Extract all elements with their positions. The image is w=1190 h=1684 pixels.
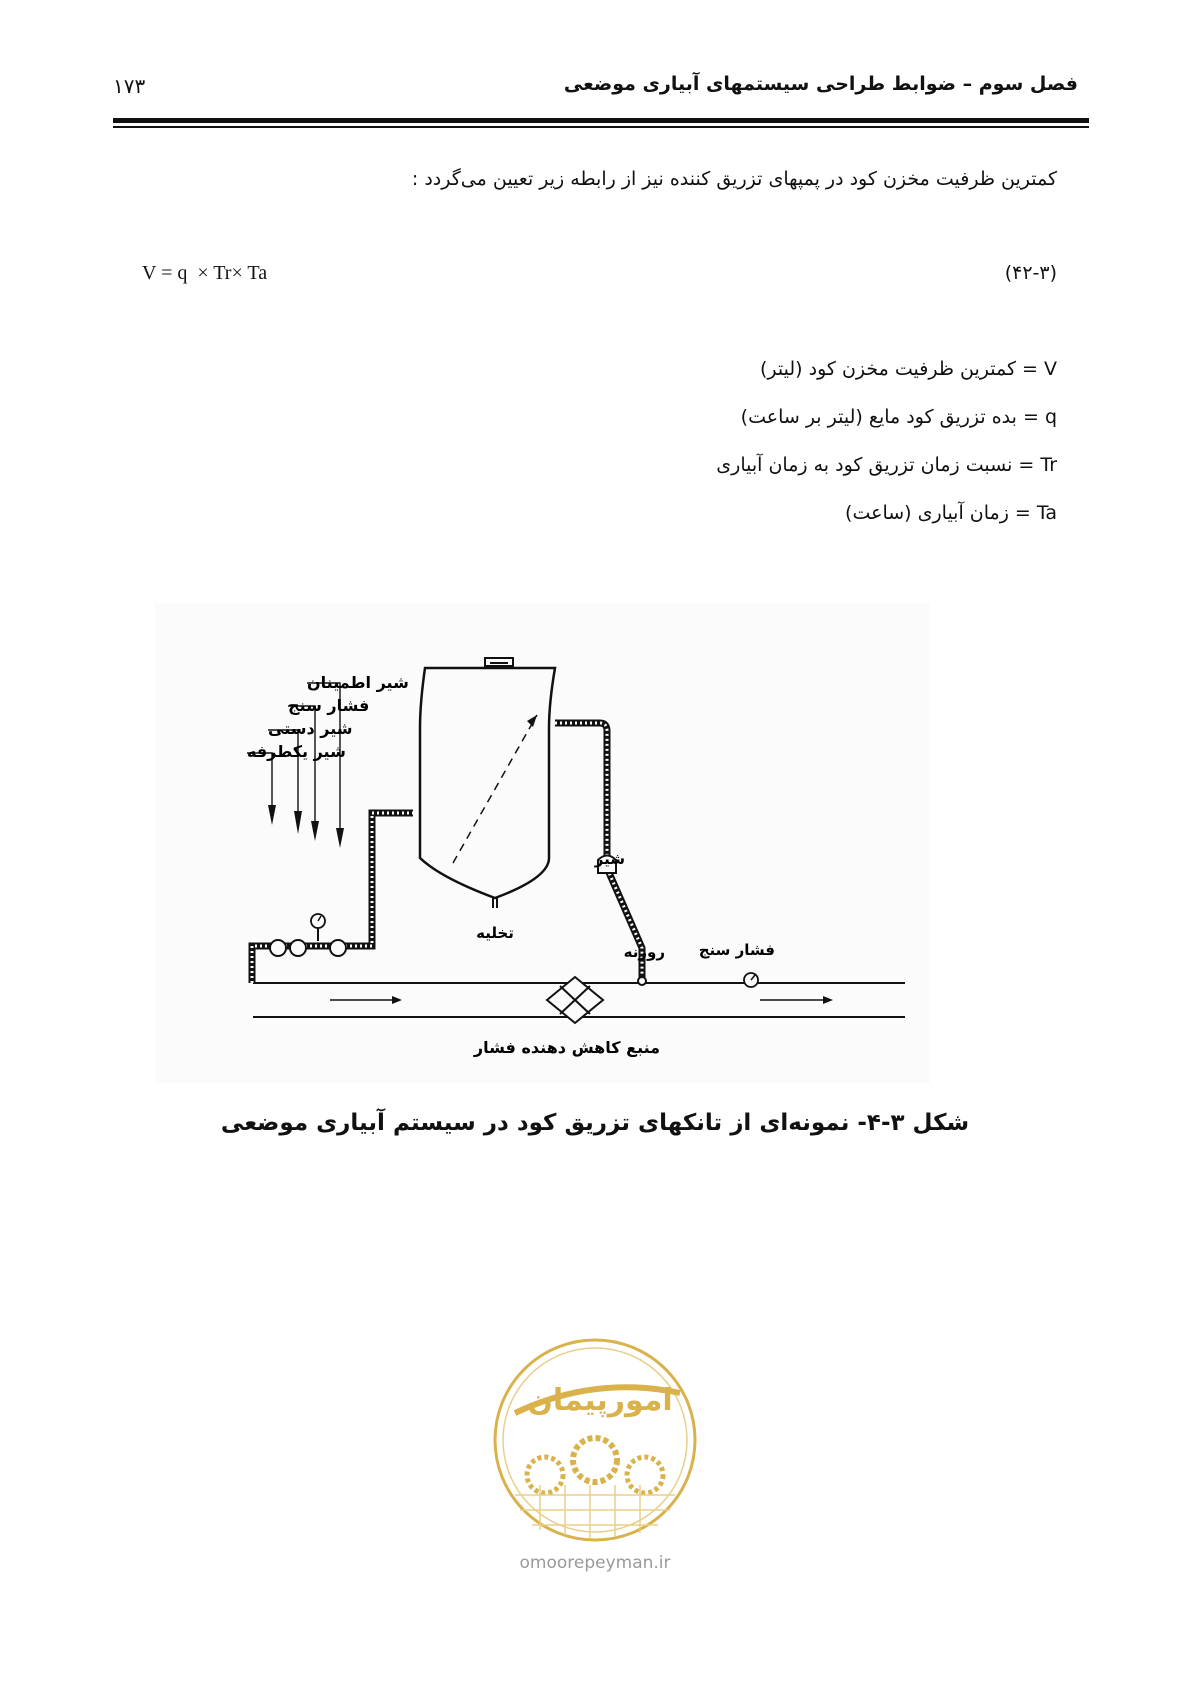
- website-watermark: omoorepeyman.ir: [519, 1553, 671, 1573]
- safety-valve-label: شیر اطمینان: [307, 673, 409, 692]
- equation-number: (۴۲-۳): [1004, 262, 1057, 284]
- equation: V = q × Tr× Ta: [142, 262, 268, 284]
- manual-valve-label: شیر دستی: [268, 719, 353, 738]
- check-valve-label: شیر یکطرفه: [247, 742, 346, 761]
- orifice-label: روزنه: [623, 943, 665, 961]
- valve-label: شیر: [594, 850, 625, 868]
- page-number: ۱۷۳: [113, 74, 146, 98]
- header-rule-thick: [113, 118, 1089, 123]
- outlet-gauge-label: فشار سنج: [698, 941, 775, 959]
- definition-item: V = کمترین ظرفیت مخزن کود (لیتر): [760, 358, 1057, 380]
- manual-valve-icon: [290, 940, 306, 956]
- header-rule-thin: [113, 126, 1089, 128]
- fertilizer-tank-diagram: [155, 603, 930, 1083]
- definition-item: Ta = زمان آبیاری (ساعت): [845, 502, 1057, 524]
- publisher-watermark-logo: [490, 1335, 700, 1545]
- drain-label: تخلیه: [476, 924, 514, 942]
- definition-item: Tr = نسبت زمان تزریق کود به زمان آبیاری: [716, 454, 1057, 476]
- pressure-reducer-label: منبع کاهش دهنده فشار: [473, 1038, 661, 1057]
- intro-paragraph: کمترین ظرفیت مخزن کود در پمپهای تزریق کننده نیز از رابطه زیر تعیین می‌گردد :: [411, 168, 1057, 190]
- definitions-list: [457, 352, 1057, 544]
- logo-text: امورپیمان: [527, 1383, 673, 1418]
- check-valve-icon: [270, 940, 286, 956]
- safety-valve-icon: [330, 940, 346, 956]
- fertilizer-tank: [420, 658, 555, 908]
- chapter-title: فصل سوم – ضوابط طراحی سیستمهای آبیاری موضعی: [563, 73, 1078, 95]
- pressure-gauge-label: فشار سنج: [288, 696, 370, 715]
- figure-caption: شکل ۳-۴- نمونه‌ای از تانکهای تزریق کود در سیستم آبیاری موضعی: [220, 1110, 970, 1136]
- definition-item: q = بده تزریق کود مایع (لیتر بر ساعت): [740, 406, 1057, 428]
- outlet-pressure-gauge-icon: [744, 973, 758, 987]
